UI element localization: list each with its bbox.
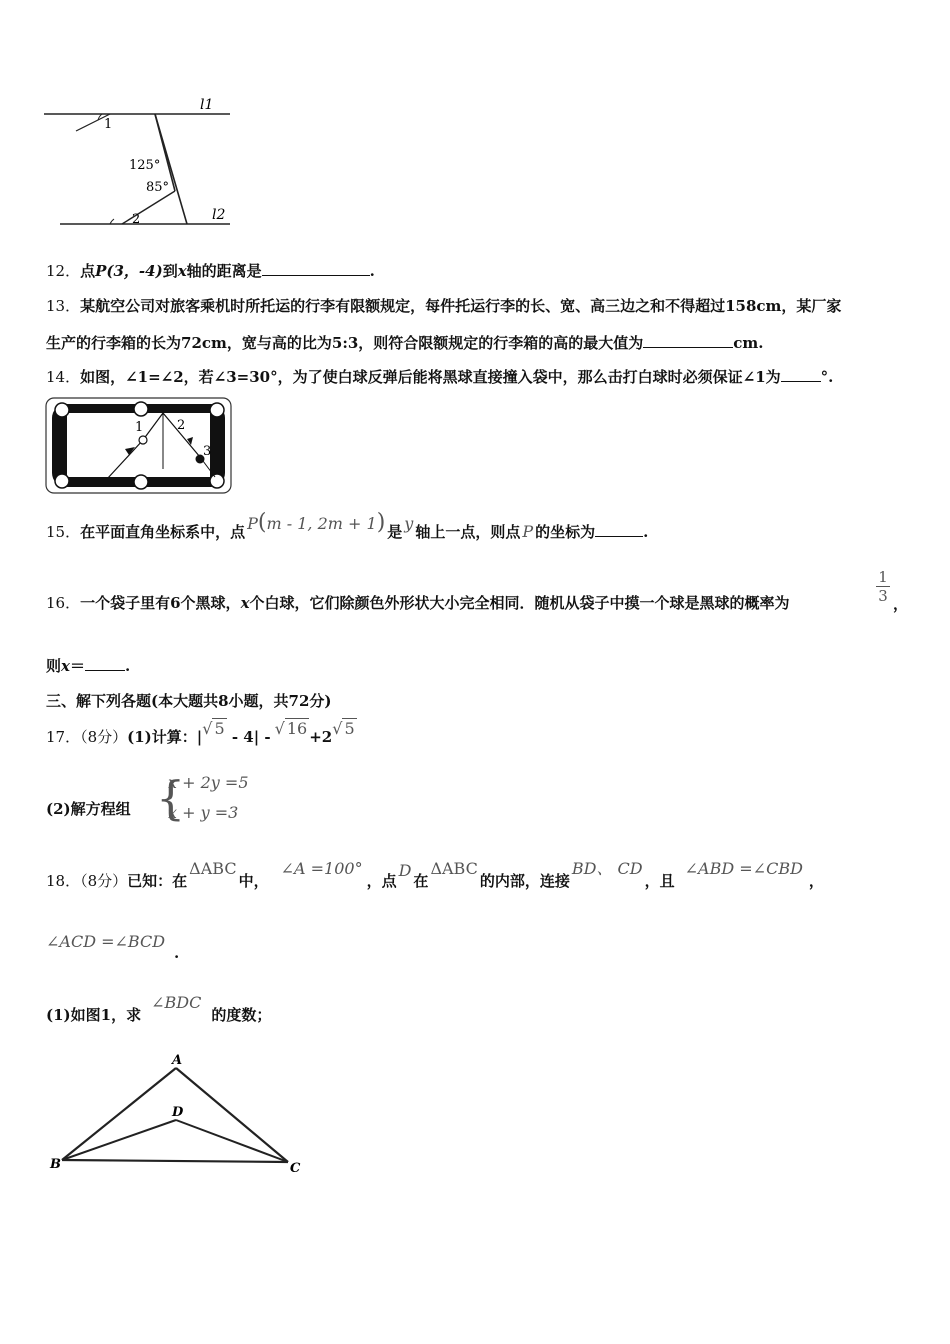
question-18-part1: (1)如图1，求∠BDC的度数； [46, 993, 272, 1024]
answer-blank-15[interactable] [595, 522, 643, 537]
question-13-line2: 生产的行李箱的长为72cm，宽与高的比为5:3，则符合限额规定的行李箱的高的最大值为 cm. [46, 334, 764, 352]
question-13-line1: 13．某航空公司对旅客乘机时所托运的行李有限额规定，每件托运行李的长、宽、高三边之和不得超过158cm，某厂家 [46, 297, 842, 315]
answer-blank-12[interactable] [262, 261, 370, 276]
triangle-figure [48, 1050, 308, 1180]
question-14: 14．如图，∠1=∠2，若∠3=30°，为了使白球反弹后能将黑球直接撞入袋中，那么击打白球时必须保证∠1为 °. [46, 368, 834, 386]
label-125: 125° [129, 158, 161, 173]
question-17-part2: (2)解方程组 [46, 800, 131, 818]
pocket-icon [134, 402, 148, 416]
label-angle-2: 2 [132, 212, 141, 227]
pocket-icon [55, 403, 69, 417]
pocket-icon [55, 474, 69, 488]
vertex-A: A [172, 1053, 183, 1068]
parallel-lines-figure [40, 95, 240, 235]
pool-label-3: 3 [203, 444, 212, 459]
question-18: 18．（8分）已知：在ΔABC中，∠A =100°，点D在ΔABC的内部，连接BD、 CD，且∠ABD =∠CBD， [46, 859, 824, 890]
pool-table-figure [45, 397, 233, 495]
answer-blank-14[interactable] [781, 367, 821, 382]
vertex-C: C [290, 1161, 301, 1176]
vertex-B: B [50, 1157, 61, 1172]
pocket-icon [134, 475, 148, 489]
answer-blank-16[interactable] [85, 656, 125, 671]
label-l1: l1 [200, 97, 214, 113]
section-3-title: 三、解下列各题(本大题共8小题，共72分) [46, 692, 332, 710]
question-16-line2: 则x＝ . [46, 657, 131, 675]
pocket-icon [210, 403, 224, 417]
label-angle-1: 1 [104, 117, 113, 132]
label-l2: l2 [212, 207, 226, 223]
sqrt-5: √ 5 [202, 719, 225, 738]
pool-label-2: 2 [177, 418, 186, 433]
question-17: 17．（8分）(1)计算：|√ 5 - 4| - √ 16 +2√ 5 [46, 719, 355, 746]
question-16: 16．一个袋子里有6个黑球，x个白球，它们除颜色外形状大小完全相同．随机从袋子中摸一个球是黑球的概率为 [46, 594, 790, 612]
fraction-one-third: 1 3 [876, 568, 890, 605]
point-P-expr: P(m - 1, 2m + 1) [247, 510, 386, 535]
pocket-icon [210, 474, 224, 488]
question-15: 15．在平面直角坐标系中，点 P(m - 1, 2m + 1) 是 y 轴上一点，则点 P 的坐标为 . [46, 510, 649, 541]
vertex-D: D [172, 1105, 184, 1120]
white-ball [139, 436, 147, 444]
label-85: 85° [146, 180, 170, 195]
pool-label-1: 1 [135, 420, 144, 435]
sqrt-16: √ 16 [274, 719, 308, 738]
question-18-line2: ∠ACD =∠BCD [46, 932, 166, 951]
sqrt-5b: √ 5 [332, 719, 355, 738]
question-12: 12．点P(3，-4)到x轴的距离是 . [46, 262, 375, 280]
answer-blank-13[interactable] [643, 333, 733, 348]
